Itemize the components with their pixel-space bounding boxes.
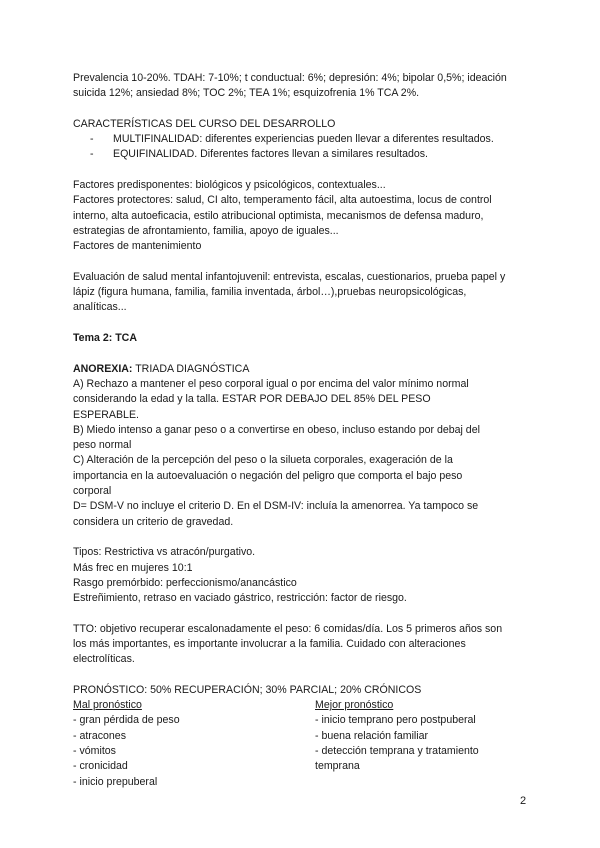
- treatment-line: los más importantes, es importante involucrar a la familia. Cuidado con alteraciones: [73, 637, 466, 650]
- factors-line: Factores protectores: salud, CI alto, temperamento fácil, alta autoestima, locus de control: [73, 194, 492, 207]
- criteria-line: B) Miedo intenso a ganar peso o a convertirse en obeso, incluso estando por debaj del: [73, 423, 480, 436]
- evaluation-line: analíticas...: [73, 301, 127, 314]
- anorexia-subtitle: TRIADA DIAGNÓSTICA: [132, 362, 250, 375]
- criteria-line: importancia en la autoevaluación o negación del peligro que comporta el bajo peso: [73, 469, 463, 482]
- bad-prognosis-title: Mal pronóstico: [73, 699, 142, 712]
- dash-marker: -: [90, 148, 94, 161]
- types-line: Más frec en mujeres 10:1: [73, 561, 193, 574]
- criteria-line: A) Rechazo a mantener el peso corporal igual o por encima del valor mínimo normal: [73, 377, 469, 390]
- list-item: - inicio temprano pero postpuberal: [315, 714, 476, 727]
- treatment-line: TTO: objetivo recuperar escalonadamente el peso: 6 comidas/día. Los 5 primeros años son: [73, 622, 503, 635]
- list-item: [90, 132, 543, 147]
- factors-line: Factores predisponentes: biológicos y psicológicos, contextuales...: [73, 179, 386, 192]
- list-item: - buena relación familiar: [315, 729, 429, 742]
- factors-line: Factores de mantenimiento: [73, 240, 202, 253]
- types-paragraph: [73, 545, 543, 606]
- prognosis-section: [73, 683, 543, 790]
- anorexia-heading: [73, 362, 543, 377]
- list-item: - inicio prepuberal: [73, 775, 158, 788]
- criteria-line: corporal: [73, 485, 112, 498]
- anorexia-label: ANOREXIA:: [73, 362, 133, 375]
- list-item: - vómitos: [73, 745, 116, 758]
- prognosis-heading: PRONÓSTICO: 50% RECUPERACIÓN; 30% PARCIAL; 20% CRÓNICOS: [73, 683, 422, 696]
- types-line: Tipos: Restrictiva vs atracón/purgativo.: [73, 546, 256, 559]
- list-item: [90, 147, 543, 162]
- treatment-paragraph: [73, 622, 543, 668]
- types-line: Estreñimiento, retraso en vaciado gástrico, restricción: factor de riesgo.: [73, 592, 407, 605]
- course-section: [73, 117, 543, 163]
- topic-title: Tema 2: TCA: [73, 332, 137, 345]
- criteria-line: ESPERABLE.: [73, 408, 139, 421]
- evaluation-line: lápiz (figura humana, familia, familia inventada, árbol…),pruebas neuropsicológicas,: [73, 286, 467, 299]
- criteria-line: considerando la edad y la talla. ESTAR POR DEBAJO DEL 85% DEL PESO: [73, 393, 431, 406]
- bullet-text: EQUIFINALIDAD. Diferentes factores llevan a similares resultados.: [113, 148, 428, 161]
- criteria-line: C) Alteración de la percepción del peso o la silueta corporales, exageración de la: [73, 454, 453, 467]
- list-item: - detección temprana y tratamiento: [315, 745, 479, 758]
- treatment-line: electrolíticas.: [73, 653, 135, 666]
- factors-paragraph: [73, 178, 543, 254]
- course-heading: CARACTERÍSTICAS DEL CURSO DEL DESARROLLO: [73, 117, 336, 130]
- prognosis-columns: [73, 698, 543, 790]
- dash-marker: -: [90, 133, 94, 146]
- evaluation-paragraph: [73, 270, 543, 316]
- list-item: - cronicidad: [73, 760, 128, 773]
- intro-line: suicida 12%; ansiedad 8%; TOC 2%; TEA 1%; esquizofrenia 1% TCA 2%.: [73, 87, 420, 100]
- bad-prognosis-column: [73, 698, 315, 790]
- factors-line: interno, alta autoeficacia, estilo atribucional optimista, mecanismos de defensa maduro,: [73, 209, 484, 222]
- factors-line: estrategias de afrontamiento, familia, apoyo de iguales...: [73, 224, 339, 237]
- criteria-line: peso normal: [73, 439, 132, 452]
- list-item: - atracones: [73, 729, 126, 742]
- page-number: 2: [520, 795, 527, 807]
- course-bullet-list: [90, 132, 543, 163]
- list-item: temprana: [315, 760, 360, 773]
- bullet-text: MULTIFINALIDAD: diferentes experiencias pueden llevar a diferentes resultados.: [113, 133, 494, 146]
- intro-line: Prevalencia 10-20%. TDAH: 7-10%; t conductual: 6%; depresión: 4%; bipolar 0,5%; ideación: [73, 72, 507, 84]
- document-page: [73, 71, 543, 790]
- intro-paragraph: [73, 71, 543, 102]
- anorexia-section: [73, 362, 543, 530]
- criteria-line: D= DSM-V no incluye el criterio D. En el DSM-IV: incluía la amenorrea. Ya tampoco se: [73, 500, 479, 513]
- types-line: Rasgo premórbido: perfeccionismo/anancástico: [73, 576, 297, 589]
- good-prognosis-title: Mejor pronóstico: [315, 699, 394, 712]
- list-item: - gran pérdida de peso: [73, 714, 180, 727]
- criteria-line: considera un criterio de gravedad.: [73, 515, 234, 528]
- evaluation-line: Evaluación de salud mental infantojuvenil: entrevista, escalas, cuestionarios, prueba papel y: [73, 270, 506, 283]
- good-prognosis-column: [315, 698, 543, 790]
